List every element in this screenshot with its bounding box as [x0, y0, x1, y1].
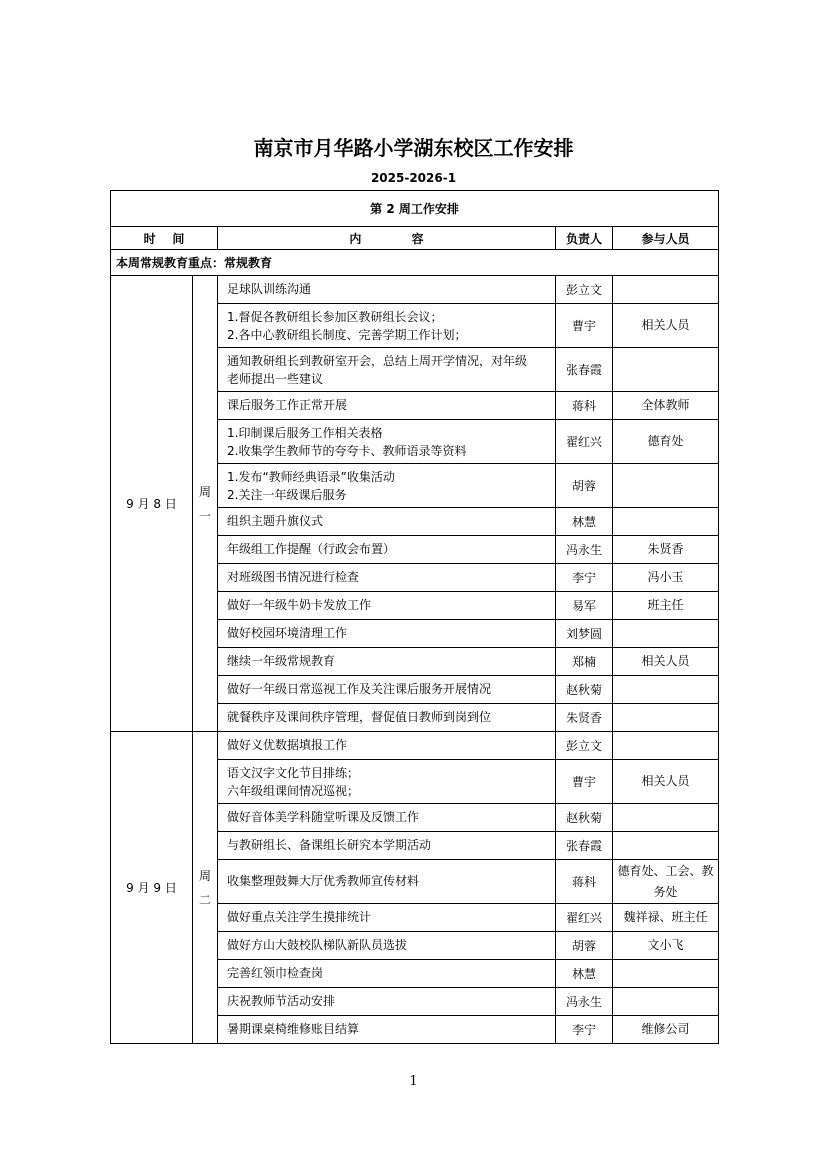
header-owner: 负责人: [556, 227, 613, 250]
task-participants: [613, 804, 719, 832]
task-participants: [613, 676, 719, 704]
task-owner: 曹宇: [556, 760, 613, 804]
task-line: 继续一年级常规教育: [227, 654, 336, 668]
task-content: [218, 732, 556, 760]
task-owner: 胡蓉: [556, 932, 613, 960]
task-participants: [613, 464, 719, 508]
day-date: 9 月 8 日: [111, 276, 193, 732]
task-participants: 德育处: [613, 420, 719, 464]
task-participants: 相关人员: [613, 760, 719, 804]
task-content: [218, 988, 556, 1016]
task-participants: 相关人员: [613, 304, 719, 348]
task-content: [218, 536, 556, 564]
task-participants: [613, 960, 719, 988]
task-content: [218, 620, 556, 648]
task-content: [218, 564, 556, 592]
task-line: 做好一年级日常巡视工作及关注课后服务开展情况: [227, 682, 492, 696]
task-participants: [613, 988, 719, 1016]
task-line: 通知教研组长到教研室开会，总结上周开学情况，对年级: [227, 353, 528, 368]
task-line: 做好音体美学科随堂听课及反馈工作: [227, 810, 420, 824]
task-line: 2.各中心教研组长制度、完善学期工作计划；: [227, 327, 467, 342]
schedule-row: [111, 732, 719, 760]
task-participants: [613, 276, 719, 304]
weekday-char: 二: [198, 892, 211, 907]
task-content: [218, 392, 556, 420]
task-owner: 林慧: [556, 508, 613, 536]
task-participants: [613, 832, 719, 860]
task-participants: 维修公司: [613, 1016, 719, 1044]
week-title-row: [111, 191, 719, 227]
focus-value: 常规教育: [224, 256, 273, 270]
task-content: [218, 832, 556, 860]
task-content: [218, 348, 556, 392]
task-participants: 文小飞: [613, 932, 719, 960]
task-owner: 张春霞: [556, 832, 613, 860]
page-number: 1: [409, 1074, 418, 1089]
task-line: 2.收集学生教师节的夸夸卡、教师语录等资料: [227, 443, 467, 458]
task-participants: 朱贤香: [613, 536, 719, 564]
task-owner: 冯永生: [556, 536, 613, 564]
task-content: [218, 420, 556, 464]
task-line: 1.发布“教师经典语录”收集活动: [227, 469, 395, 484]
task-participants: [613, 620, 719, 648]
focus-label: 本周常规教育重点：: [116, 256, 225, 270]
weekly-focus: [111, 250, 719, 276]
task-participants: [613, 508, 719, 536]
weekday-char: 一: [198, 508, 211, 523]
task-owner: 翟红兴: [556, 904, 613, 932]
task-participants: 魏祥禄、班主任: [613, 904, 719, 932]
task-participants: 冯小玉: [613, 564, 719, 592]
task-line: 组织主题升旗仪式: [227, 514, 324, 528]
header-row: [111, 227, 719, 250]
task-owner: 翟红兴: [556, 420, 613, 464]
task-line: 年级组工作提醒（行政会布置）: [227, 542, 396, 556]
task-content: [218, 760, 556, 804]
day-date: 9 月 9 日: [111, 732, 193, 1044]
task-owner: 郑楠: [556, 648, 613, 676]
task-line: 与教研组长、备课组长研究本学期活动: [227, 838, 432, 852]
task-line: 六年级组课间情况巡视；: [227, 783, 360, 798]
task-owner: 冯永生: [556, 988, 613, 1016]
task-line: 老师提出一些建议: [227, 371, 324, 386]
task-line: 做好校园环境清理工作: [227, 626, 348, 640]
task-content: [218, 508, 556, 536]
task-line: 就餐秩序及课间秩序管理，督促值日教师到岗到位: [227, 710, 492, 724]
task-participants: 全体教师: [613, 392, 719, 420]
task-owner: 彭立文: [556, 276, 613, 304]
task-owner: 赵秋菊: [556, 676, 613, 704]
task-participants: [613, 704, 719, 732]
task-content: [218, 676, 556, 704]
task-content: [218, 704, 556, 732]
schedule-row: [111, 276, 719, 304]
task-owner: 彭立文: [556, 732, 613, 760]
header-time: 时 间: [111, 227, 218, 250]
task-content: [218, 304, 556, 348]
task-content: [218, 464, 556, 508]
task-content: [218, 276, 556, 304]
task-content: [218, 1016, 556, 1044]
weekday-char: 周: [198, 484, 211, 499]
task-owner: 蒋科: [556, 860, 613, 904]
task-owner: 张春霞: [556, 348, 613, 392]
schedule-table: [110, 190, 719, 1044]
header-content: 内 容: [218, 227, 556, 250]
task-participants: 相关人员: [613, 648, 719, 676]
task-line: 做好义优数据填报工作: [227, 738, 348, 752]
task-participants: [613, 732, 719, 760]
task-owner: 林慧: [556, 960, 613, 988]
task-owner: 李宁: [556, 564, 613, 592]
task-line: 完善红领巾检查岗: [227, 966, 324, 980]
task-owner: 朱贤香: [556, 704, 613, 732]
task-owner: 刘梦圆: [556, 620, 613, 648]
task-owner: 易军: [556, 592, 613, 620]
task-owner: 赵秋菊: [556, 804, 613, 832]
focus-row: [111, 250, 719, 276]
task-line: 庆祝教师节活动安排: [227, 994, 336, 1008]
task-participants: [613, 348, 719, 392]
task-line: 课后服务工作正常开展: [227, 398, 348, 412]
header-participants: 参与人员: [613, 227, 719, 250]
task-line: 暑期课桌椅维修账目结算: [227, 1022, 360, 1036]
task-line: 2.关注一年级课后服务: [227, 487, 347, 502]
task-owner: 胡蓉: [556, 464, 613, 508]
task-content: [218, 860, 556, 904]
task-line: 做好方山大鼓校队梯队新队员选拔: [227, 938, 408, 952]
task-participants: 德育处、工会、教务处: [613, 860, 719, 904]
task-content: [218, 932, 556, 960]
task-owner: 曹宇: [556, 304, 613, 348]
task-owner: 李宁: [556, 1016, 613, 1044]
task-line: 足球队训练沟通: [227, 282, 312, 296]
task-line: 语文汉字文化节目排练；: [227, 765, 360, 780]
task-line: 做好一年级牛奶卡发放工作: [227, 598, 372, 612]
task-content: [218, 904, 556, 932]
weekday-char: 周: [198, 868, 211, 883]
task-participants: 班主任: [613, 592, 719, 620]
task-line: 做好重点关注学生摸排统计: [227, 910, 372, 924]
task-content: [218, 804, 556, 832]
task-content: [218, 648, 556, 676]
task-content: [218, 960, 556, 988]
day-weekday: [193, 276, 218, 732]
task-line: 对班级图书情况进行检查: [227, 570, 360, 584]
task-line: 1.督促各教研组长参加区教研组长会议；: [227, 309, 443, 324]
task-owner: 蒋科: [556, 392, 613, 420]
task-line: 收集整理鼓舞大厅优秀教师宣传材料: [227, 874, 420, 888]
task-content: [218, 592, 556, 620]
document-title: 南京市月华路小学湖东校区工作安排: [253, 136, 574, 160]
week-title: 第 2 周工作安排: [111, 191, 719, 227]
task-line: 1.印制课后服务工作相关表格: [227, 425, 383, 440]
school-term: 2025-2026-1: [370, 171, 457, 185]
day-weekday: [193, 732, 218, 1044]
